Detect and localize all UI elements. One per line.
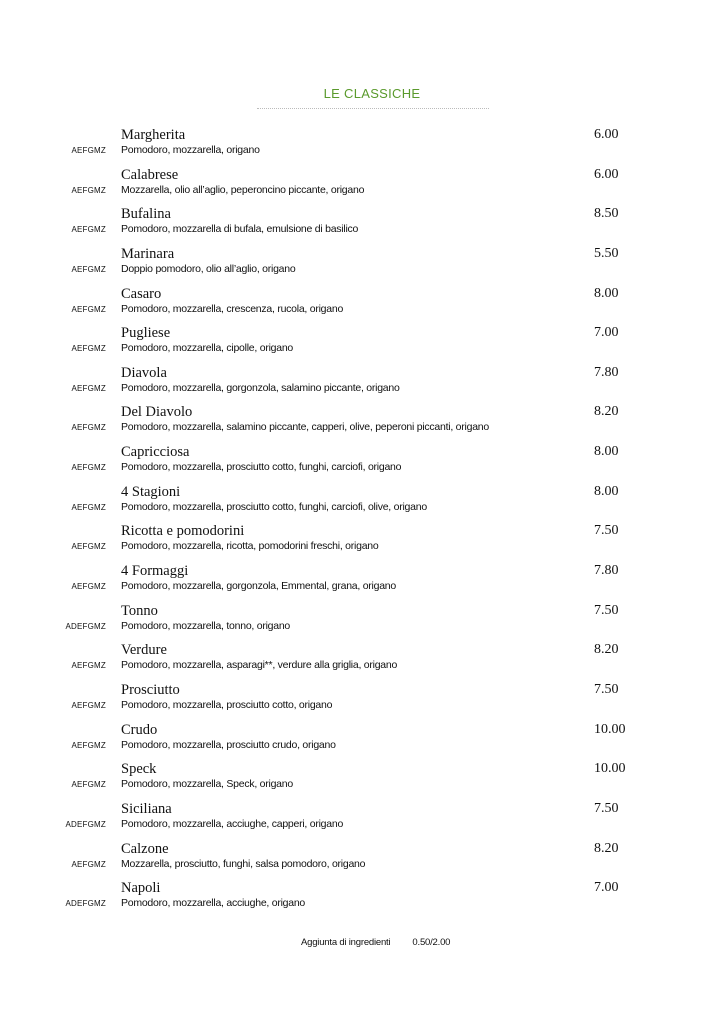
item-description: Pomodoro, mozzarella, prosciutto cotto, funghi, carciofi, olive, origano: [121, 500, 427, 513]
allergen-codes: AEFGMZ: [71, 740, 106, 750]
item-name: 4 Stagioni: [121, 483, 181, 500]
item-price: 7.80: [594, 563, 619, 579]
item-description: Pomodoro, mozzarella, cipolle, origano: [121, 342, 294, 355]
menu-item: [0, 840, 724, 880]
item-price: 7.50: [594, 681, 619, 697]
item-price: 6.00: [594, 166, 619, 182]
item-price: 8.00: [594, 285, 619, 301]
menu-item: [0, 681, 724, 721]
menu-item: [0, 205, 724, 245]
item-name: Pugliese: [121, 325, 171, 342]
item-description: Pomodoro, mozzarella, prosciutto cotto, origano: [121, 698, 333, 711]
allergen-codes: AEFGMZ: [71, 463, 106, 473]
item-name: Bufalina: [121, 206, 171, 223]
extra-ingredients-note: [301, 937, 450, 948]
item-price: 7.00: [594, 325, 619, 341]
item-name: Ricotta e pomodorini: [121, 523, 245, 540]
menu-item: [0, 324, 724, 364]
item-description: Pomodoro, mozzarella, ricotta, pomodorini freschi, origano: [121, 540, 379, 553]
item-price: 10.00: [594, 761, 626, 777]
menu-list: [0, 126, 724, 919]
item-name: Calabrese: [121, 166, 179, 183]
item-name: 4 Formaggi: [121, 563, 189, 580]
menu-item: [0, 879, 724, 919]
menu-item: [0, 483, 724, 523]
item-price: 7.80: [594, 364, 619, 380]
item-name: Calzone: [121, 840, 169, 857]
item-name: Capricciosa: [121, 444, 190, 461]
menu-item: [0, 126, 724, 166]
item-description: Mozzarella, prosciutto, funghi, salsa pomodoro, origano: [121, 857, 366, 870]
extra-ingredients-label: Aggiunta di ingredienti: [301, 937, 391, 948]
item-description: Pomodoro, mozzarella, gorgonzola, salamino piccante, origano: [121, 381, 400, 394]
allergen-codes: AEFGMZ: [71, 582, 106, 592]
menu-item: [0, 285, 724, 325]
item-name: Speck: [121, 761, 157, 778]
allergen-codes: AEFGMZ: [71, 225, 106, 235]
item-price: 7.50: [594, 602, 619, 618]
menu-item: [0, 602, 724, 642]
allergen-codes: ADEFGMZ: [65, 819, 106, 829]
item-price: 7.00: [594, 880, 619, 896]
item-price: 7.50: [594, 800, 619, 816]
item-price: 8.00: [594, 444, 619, 460]
menu-item: [0, 403, 724, 443]
allergen-codes: AEFGMZ: [71, 780, 106, 790]
allergen-codes: AEFGMZ: [71, 502, 106, 512]
item-name: Tonno: [121, 602, 158, 619]
item-description: Doppio pomodoro, olio all’aglio, origano: [121, 262, 296, 275]
item-name: Del Diavolo: [121, 404, 193, 421]
item-price: 8.00: [594, 483, 619, 499]
item-price: 8.50: [594, 206, 619, 222]
item-description: Pomodoro, mozzarella, gorgonzola, Emmental, grana, origano: [121, 580, 396, 593]
item-name: Siciliana: [121, 800, 172, 817]
allergen-codes: AEFGMZ: [71, 264, 106, 274]
allergen-codes: AEFGMZ: [71, 344, 106, 354]
allergen-codes: AEFGMZ: [71, 542, 106, 552]
item-name: Marinara: [121, 245, 175, 262]
menu-item: [0, 721, 724, 761]
item-name: Diavola: [121, 364, 167, 381]
menu-item: [0, 760, 724, 800]
item-price: 8.20: [594, 840, 619, 856]
extra-ingredients-price: 0.50/2.00: [412, 937, 451, 948]
item-price: 7.50: [594, 523, 619, 539]
allergen-codes: AEFGMZ: [71, 304, 106, 314]
item-description: Pomodoro, mozzarella, prosciutto crudo, origano: [121, 738, 336, 751]
item-price: 8.20: [594, 404, 619, 420]
item-price: 10.00: [594, 721, 626, 737]
item-name: Casaro: [121, 285, 162, 302]
menu-item: [0, 562, 724, 602]
section-title: LE CLASSICHE: [323, 86, 421, 101]
menu-item: [0, 443, 724, 483]
item-name: Napoli: [121, 880, 161, 897]
item-description: Mozzarella, olio all’aglio, peperoncino piccante, origano: [121, 183, 365, 196]
item-name: Verdure: [121, 642, 167, 659]
item-description: Pomodoro, mozzarella di bufala, emulsione di basilico: [121, 223, 359, 236]
item-price: 5.50: [594, 245, 619, 261]
allergen-codes: AEFGMZ: [71, 383, 106, 393]
item-description: Pomodoro, mozzarella, tonno, origano: [121, 619, 291, 632]
menu-item: [0, 245, 724, 285]
allergen-codes: ADEFGMZ: [65, 621, 106, 631]
allergen-codes: AEFGMZ: [71, 185, 106, 195]
allergen-codes: AEFGMZ: [71, 700, 106, 710]
allergen-codes: AEFGMZ: [71, 423, 106, 433]
allergen-codes: AEFGMZ: [71, 661, 106, 671]
menu-item: [0, 364, 724, 404]
item-price: 6.00: [594, 127, 619, 142]
item-name: Margherita: [121, 127, 186, 143]
item-name: Crudo: [121, 721, 158, 738]
menu-item: [0, 800, 724, 840]
menu-item: [0, 166, 724, 206]
allergen-codes: ADEFGMZ: [65, 899, 106, 909]
item-price: 8.20: [594, 642, 619, 658]
menu-item: [0, 522, 724, 562]
item-description: Pomodoro, mozzarella, origano: [121, 144, 260, 156]
item-description: Pomodoro, mozzarella, acciughe, origano: [121, 897, 306, 910]
item-description: Pomodoro, mozzarella, acciughe, capperi, origano: [121, 817, 344, 830]
item-description: Pomodoro, mozzarella, prosciutto cotto, funghi, carciofi, origano: [121, 461, 402, 474]
title-divider: [257, 108, 489, 109]
menu-item: [0, 641, 724, 681]
item-name: Prosciutto: [121, 681, 180, 698]
item-description: Pomodoro, mozzarella, crescenza, rucola, origano: [121, 302, 344, 315]
item-description: Pomodoro, mozzarella, Speck, origano: [121, 778, 293, 791]
allergen-codes: AEFGMZ: [71, 859, 106, 869]
allergen-codes: AEFGMZ: [71, 146, 106, 155]
item-description: Pomodoro, mozzarella, salamino piccante, capperi, olive, peperoni piccanti, origano: [121, 421, 489, 434]
item-description: Pomodoro, mozzarella, asparagi**, verdure alla griglia, origano: [121, 659, 398, 672]
